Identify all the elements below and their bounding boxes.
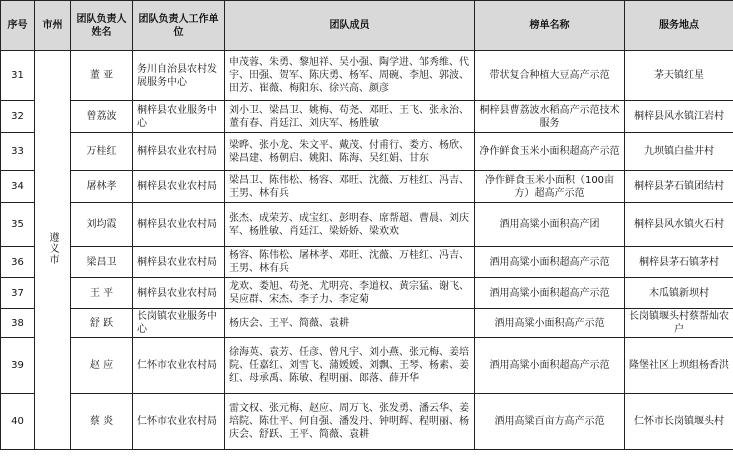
row-project: 酒用高粱百亩方高产示范 [475, 394, 625, 450]
row-seq: 40 [1, 394, 35, 450]
row-members: 梁晔、张小龙、朱文平、戴茂、付甫行、娄方、杨欣、梁昌建、杨朝启、姚阳、陈海、吴红娟、甘东 [225, 133, 475, 171]
row-unit: 桐梓县农业服务中心 [133, 101, 225, 133]
row-seq: 32 [1, 101, 35, 133]
row-project: 酒用高粱小面积超高产示范 [475, 247, 625, 278]
row-location: 隆堡社区上坝组杨香洪 [625, 338, 733, 394]
row-members: 梁昌卫、陈伟松、杨容、邓旺、沈薇、万桂红、冯吉、王男、林有兵 [225, 171, 475, 203]
table-row [1, 247, 733, 278]
row-project: 酒用高粱小面积超高产示范 [475, 338, 625, 394]
row-seq: 36 [1, 247, 35, 278]
table-row [1, 203, 733, 247]
row-location: 木瓜镇新坝村 [625, 278, 733, 309]
row-members: 杨庆会、王平、简薇、袁耕 [225, 309, 475, 338]
header-leader: 团队负责人姓名 [71, 1, 133, 51]
row-location: 九坝镇白盐井村 [625, 133, 733, 171]
row-leader: 董 亚 [71, 51, 133, 101]
table-row [1, 171, 733, 203]
header-location: 服务地点 [625, 1, 733, 51]
row-leader: 刘均霞 [71, 203, 133, 247]
row-location: 桐梓县风水镇江岩村 [625, 101, 733, 133]
row-leader: 赵 应 [71, 338, 133, 394]
row-members: 张杰、成荣芳、成宝红、彭明春、席帮超、曹晨、刘庆军、杨胜敏、肖廷江、梁娇娇、梁欢欢 [225, 203, 475, 247]
row-unit: 长岗镇农业服务中心 [133, 309, 225, 338]
row-unit: 桐梓县农业农村局 [133, 133, 225, 171]
city-cell [35, 51, 71, 450]
table-row [1, 278, 733, 309]
table-row [1, 51, 733, 101]
row-unit: 仁怀市农业农村局 [133, 338, 225, 394]
row-members: 申茂蓉、朱勇、黎旭祥、吴小强、陶学进、邹秀维、代宇、田强、贺军、陈庆勇、杨军、周碗、李旭、郭波、田芳、崔薇、梅阳东、徐兴高、颜彦 [225, 51, 475, 101]
row-unit: 桐梓县农业农村局 [133, 278, 225, 309]
table-row [1, 309, 733, 338]
row-project: 桐梓县曹荔波水稻高产示范技术服务 [475, 101, 625, 133]
table-row [1, 338, 733, 394]
row-members: 刘小卫、梁昌卫、姚梅、苟尧、邓旺、王飞、张永治、董有春、肖廷江、刘庆军、杨胜敏 [225, 101, 475, 133]
row-members: 龙欢、娄旭、苟尧、尤明亮、李道权、黄宗猛、谢飞、吴应群、宋杰、李子力、李定菊 [225, 278, 475, 309]
row-leader: 蔡 炎 [71, 394, 133, 450]
row-unit: 桐梓县农业农村局 [133, 247, 225, 278]
row-leader: 万桂红 [71, 133, 133, 171]
row-seq: 38 [1, 309, 35, 338]
header-row [1, 1, 733, 51]
row-seq: 35 [1, 203, 35, 247]
row-location: 桐梓县风水镇火石村 [625, 203, 733, 247]
row-unit: 桐梓县农业农村局 [133, 203, 225, 247]
row-leader: 屠林孝 [71, 171, 133, 203]
header-city: 市州 [35, 1, 71, 51]
row-leader: 王 平 [71, 278, 133, 309]
row-leader: 曾荔波 [71, 101, 133, 133]
city-name: 遵义市 [47, 231, 58, 265]
row-seq: 31 [1, 51, 35, 101]
row-seq: 33 [1, 133, 35, 171]
row-location: 长岗镇堰头村蔡帮灿农户 [625, 309, 733, 338]
row-unit: 桐梓县农业农村局 [133, 171, 225, 203]
row-location: 桐梓县茅石镇茅村 [625, 247, 733, 278]
row-project: 酒用高粱小面积高产示范 [475, 309, 625, 338]
header-seq: 序号 [1, 1, 35, 51]
row-project: 净作鲜食玉米小面积超高产示范 [475, 133, 625, 171]
row-members: 杨容、陈伟松、屠林孝、邓旺、沈薇、万桂红、冯吉、王男、林有兵 [225, 247, 475, 278]
row-seq: 37 [1, 278, 35, 309]
table-row [1, 394, 733, 450]
row-members: 徐海英、袁芳、任彦、曾凡宇、刘小燕、张元梅、姜培院、任嘉红、刘雪飞、蒲媛媛、刘飘、王琴、杨素、姜红、母承禹、陈敏、程明丽、郎落、薛开华 [225, 338, 475, 394]
row-location: 仁怀市长岗镇堰头村 [625, 394, 733, 450]
row-project: 净作鲜食玉米小面积（100亩方）超高产示范 [475, 171, 625, 203]
header-members: 团队成员 [225, 1, 475, 51]
row-project: 酒用高粱小面积超高产示范 [475, 278, 625, 309]
table-row [1, 101, 733, 133]
row-location: 茅天镇红星 [625, 51, 733, 101]
row-seq: 34 [1, 171, 35, 203]
row-leader: 梁昌卫 [71, 247, 133, 278]
row-seq: 39 [1, 338, 35, 394]
header-project: 榜单名称 [475, 1, 625, 51]
header-unit: 团队负责人工作单位 [133, 1, 225, 51]
row-location: 桐梓县茅石镇团结村 [625, 171, 733, 203]
row-project: 酒用高粱小面积高产团 [475, 203, 625, 247]
row-unit: 务川自治县农村发展服务中心 [133, 51, 225, 101]
row-leader: 舒 跃 [71, 309, 133, 338]
table-row [1, 133, 733, 171]
row-members: 雷文权、张元梅、赵应、周万飞、张发勇、潘云华、姜培院、陈仕平、何自强、潘发丹、钟明辉、程明丽、杨庆会、舒跃、王平、简薇、袁耕 [225, 394, 475, 450]
row-unit: 仁怀市农业农村局 [133, 394, 225, 450]
row-project: 带状复合种植大豆高产示范 [475, 51, 625, 101]
